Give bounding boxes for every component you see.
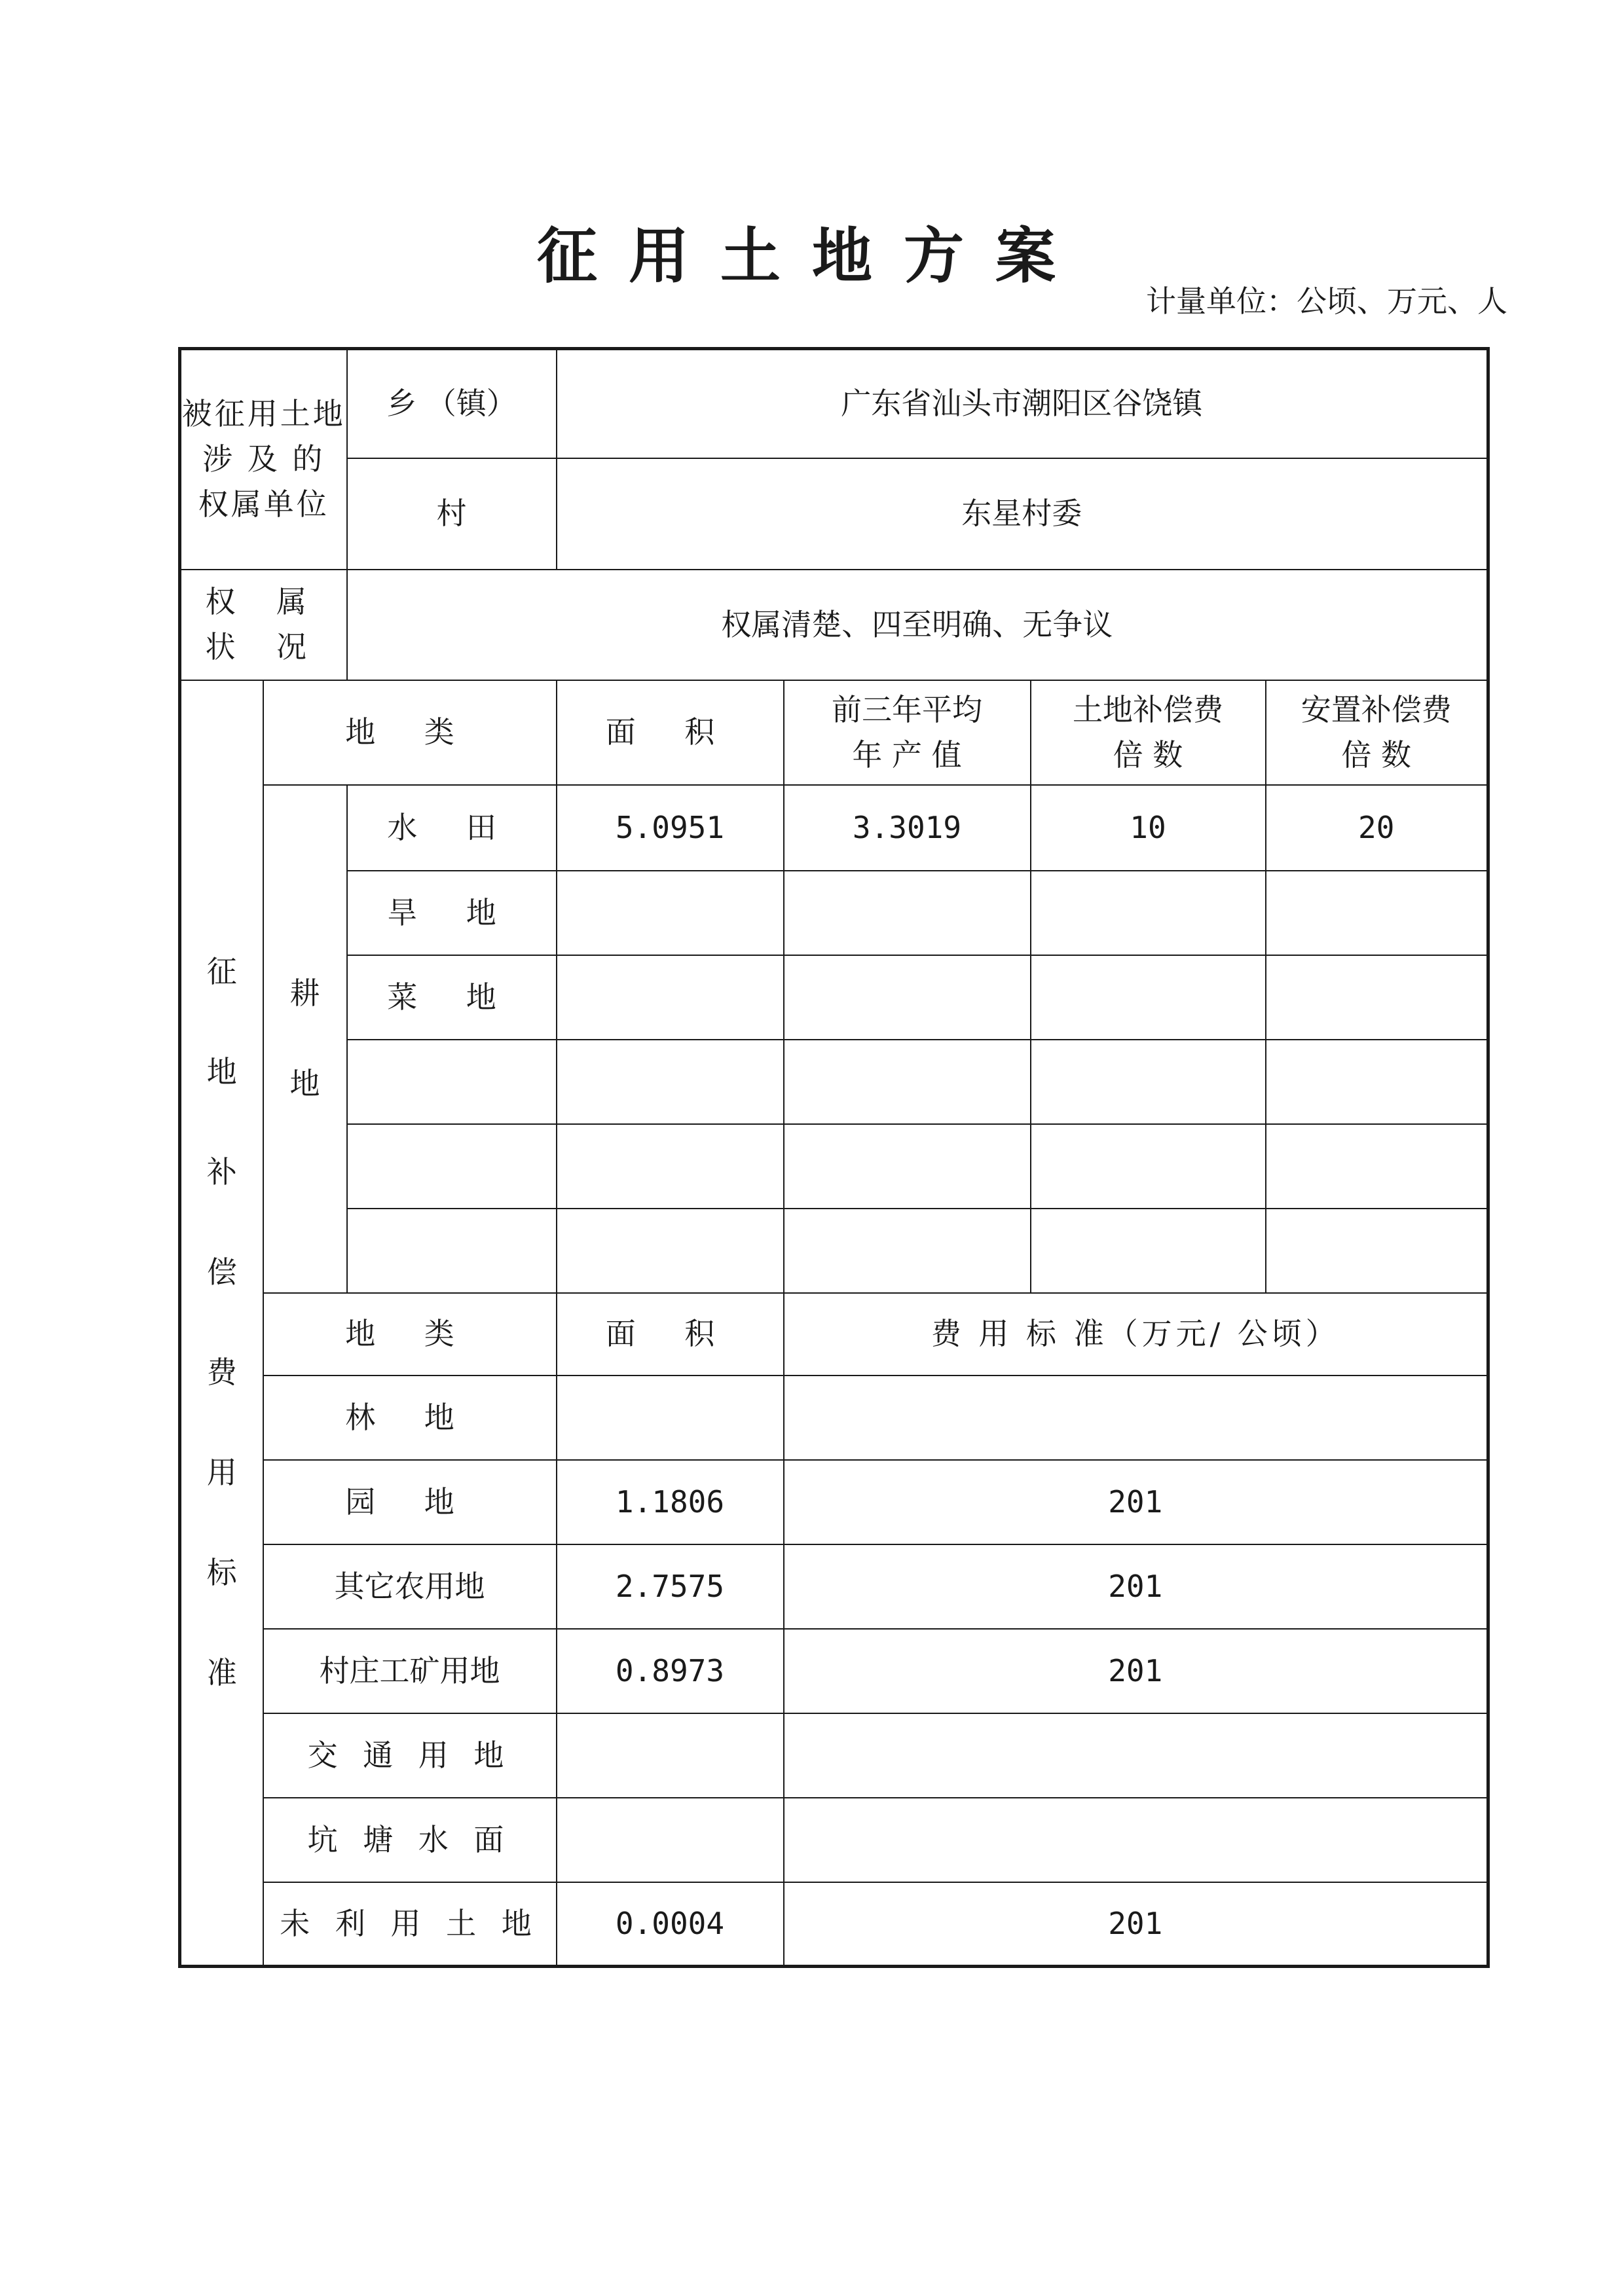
- land-multiple-cell: [1031, 955, 1266, 1040]
- area-cell: [557, 1209, 784, 1293]
- land-type-cell: 水 田: [347, 785, 557, 871]
- land-multiple-cell: 10: [1031, 785, 1266, 871]
- land-type-cell: 村庄工矿用地: [263, 1629, 557, 1713]
- land-type-cell: 旱 地: [347, 871, 557, 955]
- header-land-type: 地 类: [263, 1293, 557, 1376]
- land-multiple-cell: [1031, 1209, 1266, 1293]
- header-land-type: 地 类: [263, 680, 557, 785]
- area-cell: 2.7575: [557, 1544, 784, 1629]
- fee-standard-cell: [784, 1376, 1488, 1460]
- resettle-multiple-cell: [1266, 1040, 1488, 1124]
- cultivated-label: 耕 地: [263, 785, 347, 1293]
- cultivated-row: [180, 785, 1488, 871]
- avg-output-cell: [784, 1124, 1031, 1209]
- land-type-cell: 其它农用地: [263, 1544, 557, 1629]
- other-land-row: [180, 1460, 1488, 1544]
- resettle-multiple-cell: [1266, 871, 1488, 955]
- other-land-row: [180, 1376, 1488, 1460]
- land-type-cell: 园 地: [263, 1460, 557, 1544]
- land-type-cell: [347, 1124, 557, 1209]
- header-area: 面 积: [557, 1293, 784, 1376]
- cultivated-row: [180, 1124, 1488, 1209]
- avg-output-cell: [784, 871, 1031, 955]
- other-land-row: [180, 1713, 1488, 1798]
- land-type-cell: [347, 1209, 557, 1293]
- area-cell: [557, 1798, 784, 1882]
- township-row: [180, 349, 1488, 458]
- resettle-multiple-cell: [1266, 955, 1488, 1040]
- resettle-multiple-cell: 20: [1266, 785, 1488, 871]
- land-type-cell: 林 地: [263, 1376, 557, 1460]
- fee-standard-cell: 201: [784, 1544, 1488, 1629]
- land-type-cell: [347, 1040, 557, 1124]
- area-cell: [557, 1376, 784, 1460]
- area-cell: [557, 1040, 784, 1124]
- village-value: 东星村委: [557, 458, 1488, 570]
- land-type-cell: 坑 塘 水 面: [263, 1798, 557, 1882]
- other-land-row: [180, 1544, 1488, 1629]
- land-multiple-cell: [1031, 1040, 1266, 1124]
- compensation-side-label: 征 地 补 偿 费 用 标 准: [180, 680, 263, 1967]
- land-type-cell: 菜 地: [347, 955, 557, 1040]
- fee-standard-cell: 201: [784, 1629, 1488, 1713]
- avg-output-cell: [784, 955, 1031, 1040]
- status-row: [180, 570, 1488, 680]
- resettle-multiple-cell: [1266, 1124, 1488, 1209]
- area-cell: [557, 871, 784, 955]
- other-header-row: [180, 1293, 1488, 1376]
- avg-output-cell: [784, 1209, 1031, 1293]
- township-label: 乡 （镇）: [347, 349, 557, 458]
- status-value: 权属清楚、四至明确、无争议: [347, 570, 1488, 680]
- land-multiple-cell: [1031, 871, 1266, 955]
- avg-output-cell: 3.3019: [784, 785, 1031, 871]
- other-land-row: [180, 1882, 1488, 1967]
- cultivated-row: [180, 955, 1488, 1040]
- page-title: 征用土地方案: [536, 221, 1087, 291]
- area-cell: [557, 1713, 784, 1798]
- cultivated-header-row: [180, 680, 1488, 785]
- land-acquisition-table: [178, 347, 1490, 1968]
- area-cell: 0.0004: [557, 1882, 784, 1967]
- land-multiple-cell: [1031, 1124, 1266, 1209]
- header-area: 面 积: [557, 680, 784, 785]
- avg-output-cell: [784, 1040, 1031, 1124]
- village-row: [180, 458, 1488, 570]
- area-cell: 0.8973: [557, 1629, 784, 1713]
- fee-standard-cell: 201: [784, 1460, 1488, 1544]
- other-land-row: [180, 1798, 1488, 1882]
- township-value: 广东省汕头市潮阳区谷饶镇: [557, 349, 1488, 458]
- fee-standard-cell: [784, 1798, 1488, 1882]
- cultivated-row: [180, 1209, 1488, 1293]
- header-land-multiple: 土地补偿费 倍 数: [1031, 680, 1266, 785]
- unit-note: 计量单位：公顷、万元、人: [1146, 283, 1507, 319]
- header-fee-standard: 费 用 标 准（万元/ 公顷）: [784, 1293, 1488, 1376]
- other-land-row: [180, 1629, 1488, 1713]
- fee-standard-cell: [784, 1713, 1488, 1798]
- cultivated-row: [180, 871, 1488, 955]
- village-label: 村: [347, 458, 557, 570]
- ownership-label: 被征用土地 涉 及 的 权属单位: [180, 349, 347, 570]
- cultivated-row: [180, 1040, 1488, 1124]
- resettle-multiple-cell: [1266, 1209, 1488, 1293]
- area-cell: [557, 955, 784, 1040]
- header-avg-output: 前三年平均 年 产 值: [784, 680, 1031, 785]
- land-type-cell: 未 利 用 土 地: [263, 1882, 557, 1967]
- fee-standard-cell: 201: [784, 1882, 1488, 1967]
- land-type-cell: 交 通 用 地: [263, 1713, 557, 1798]
- area-cell: 5.0951: [557, 785, 784, 871]
- area-cell: 1.1806: [557, 1460, 784, 1544]
- header-resettle-multiple: 安置补偿费 倍 数: [1266, 680, 1488, 785]
- area-cell: [557, 1124, 784, 1209]
- status-label: 权 属 状 况: [180, 570, 347, 680]
